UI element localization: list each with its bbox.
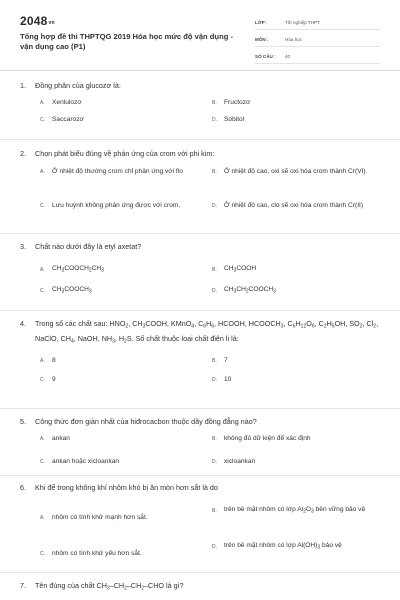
exam-meta xyxy=(255,15,380,66)
option-b[interactable]: B. trên bề mặt nhôm có lớp $Al_2O_3$ bền vững bảo vệ xyxy=(212,506,366,515)
option-a[interactable]: A. nhôm có tính khử mạnh hơn sắt. xyxy=(40,514,148,521)
question-6: 6. Khi để trong không khí nhôm khó bị ăn mòn hơn sắt là do A. nhôm có tính khử mạnh hơn sắt. B. trên bề mặt nhôm có lớp $Al_2O_3$ bền vững bảo vệ C. nhôm có tính khử yếu hơn sắt. D. trên bề mặt nhôm có lợp $Al(OH)_3$ bảo vệ xyxy=(20,482,382,573)
option-d[interactable]: D. Ở nhiệt độ cao, clo sẽ oxi hóa crom thành Cr(II) xyxy=(212,202,364,209)
divider xyxy=(0,139,400,140)
question-4: 4. Trong số các chất sau: $HNO_2$, $CH_3COOH$, KMnO$_4$, $C_6H_6$, HCOOH, $HCOOCH_3$, $C_6H_{12}O_6$, $C_2H_5OH$, $SO_2$, $Cl_2$, NaClO, $CH_4$, NaOH, $NH_3$, $H_2S$. Số chất thuộc loại chất điện li là: A. 8 B. 7 C. 9 D. 10 xyxy=(20,318,382,391)
option-b[interactable]: B. Fructozơ xyxy=(212,99,251,106)
option-d[interactable]: D. xicloankan xyxy=(212,458,256,465)
question-7: 7. Tên đúng của chất $CH_3-CH_2-CH_2$–CHO là gì? xyxy=(20,580,382,595)
option-d[interactable]: D. Sobitol xyxy=(212,116,245,123)
site-logo[interactable]: $2048_{vn}$ xyxy=(20,14,55,28)
option-c[interactable]: C. Saccarozơ xyxy=(40,116,84,123)
option-b[interactable]: B. không đủ dữ kiện để xác định xyxy=(212,435,311,442)
document-header xyxy=(0,0,400,64)
header-divider xyxy=(0,70,400,71)
question-5: 5. Công thức đơn giản nhất của hiđrocacbon thuộc dãy đồng đẳng nào? A. ankan B. không đủ dữ kiện để xác định C. ankan hoặc xicloankan D. xicloankan xyxy=(20,416,382,471)
meta-subject: MÔN : Hóa học xyxy=(255,32,380,47)
page-title: Tổng hợp đề thi THPTQG 2019 Hóa học mức độ vận dụng - vận dụng cao (P1) xyxy=(20,32,233,51)
option-a[interactable]: A. $CH_3COOCH_2CH_3$ xyxy=(40,265,104,274)
question-text: Tên đúng của chất $CH_3-CH_2-CH_2$–CHO là gì? xyxy=(35,581,184,592)
option-a[interactable]: A. Ở nhiệt độ thường crom chỉ phản ứng với flo xyxy=(40,168,183,175)
question-text: Chọn phát biểu đúng về phản ứng của crom với phi kim: xyxy=(35,149,215,158)
question-text: Chất nào dưới đây là etyl axetat? xyxy=(35,242,142,251)
option-d[interactable]: D. $CH_3CH_2COOCH_3$ xyxy=(212,286,276,295)
question-1: 1. Đồng phân của glucozơ là: A. Xenlulozơ B. Fructozơ C. Saccarozơ D. Sobitol xyxy=(20,80,382,131)
divider xyxy=(0,572,400,573)
option-d[interactable]: D. trên bề mặt nhôm có lợp $Al(OH)_3$ bảo vệ xyxy=(212,542,342,551)
option-c[interactable]: C. nhôm có tính khử yếu hơn sắt. xyxy=(40,550,142,557)
option-c[interactable]: C. ankan hoặc xicloankan xyxy=(40,458,120,465)
option-b[interactable]: B. 7 xyxy=(212,357,228,364)
option-d[interactable]: D. 10 xyxy=(212,376,232,383)
divider xyxy=(0,310,400,311)
divider xyxy=(0,475,400,476)
question-text: Trong số các chất sau: $HNO_2$, $CH_3COOH$, KMnO$_4$, $C_6H_6$, HCOOH, $HCOOCH_3$, $C_6H_{12}O_6$, $C_2H_5OH$, $SO_2$, $Cl_2$, NaClO, $CH_4$, NaOH, $NH_3$, $H_2S$. Số chất thuộc loại chất điện li là: xyxy=(35,319,379,344)
question-3: 3. Chất nào dưới đây là etyl axetat? A. $CH_3COOCH_2CH_3$ B. $CH_3COOH$ C. $CH_3COOCH_3$ D. $CH_3CH_2COOCH_3$ xyxy=(20,241,382,302)
option-b[interactable]: B. $CH_3COOH$ xyxy=(212,265,257,274)
option-c[interactable]: C. Lưu huỳnh không phản ứng được với crom. xyxy=(40,202,181,209)
question-text: Đồng phân của glucozơ là: xyxy=(35,81,121,90)
option-c[interactable]: C. 9 xyxy=(40,376,56,383)
option-a[interactable]: A. Xenlulozơ xyxy=(40,99,82,106)
question-2: 2. Chọn phát biểu đúng về phản ứng của crom với phi kim: A. Ở nhiệt độ thường crom chỉ phản ứng với flo B. Ở nhiệt độ cao, oxi sẽ oxi hóa crom thành Cr(VI). C. Lưu huỳnh không phản ứng được với crom. D. Ở nhiệt độ cao, clo sẽ oxi hóa crom thành Cr(II) xyxy=(20,148,382,229)
question-text: Công thức đơn giản nhất của hiđrocacbon thuộc dãy đồng đẳng nào? xyxy=(35,417,257,426)
divider xyxy=(0,408,400,409)
option-c[interactable]: C. $CH_3COOCH_3$ xyxy=(40,286,92,295)
option-a[interactable]: A. 8 xyxy=(40,357,56,364)
option-b[interactable]: B. Ở nhiệt độ cao, oxi sẽ oxi hóa crom thành Cr(VI). xyxy=(212,168,368,175)
meta-question-count: SỐ CÂU : 40 xyxy=(255,49,380,64)
question-text: Khi để trong không khí nhôm khó bị ăn mòn hơn sắt là do xyxy=(35,483,218,492)
divider xyxy=(0,233,400,234)
option-a[interactable]: A. ankan xyxy=(40,435,70,442)
meta-class: LỚP : Tốt nghiệp THPT xyxy=(255,15,380,30)
